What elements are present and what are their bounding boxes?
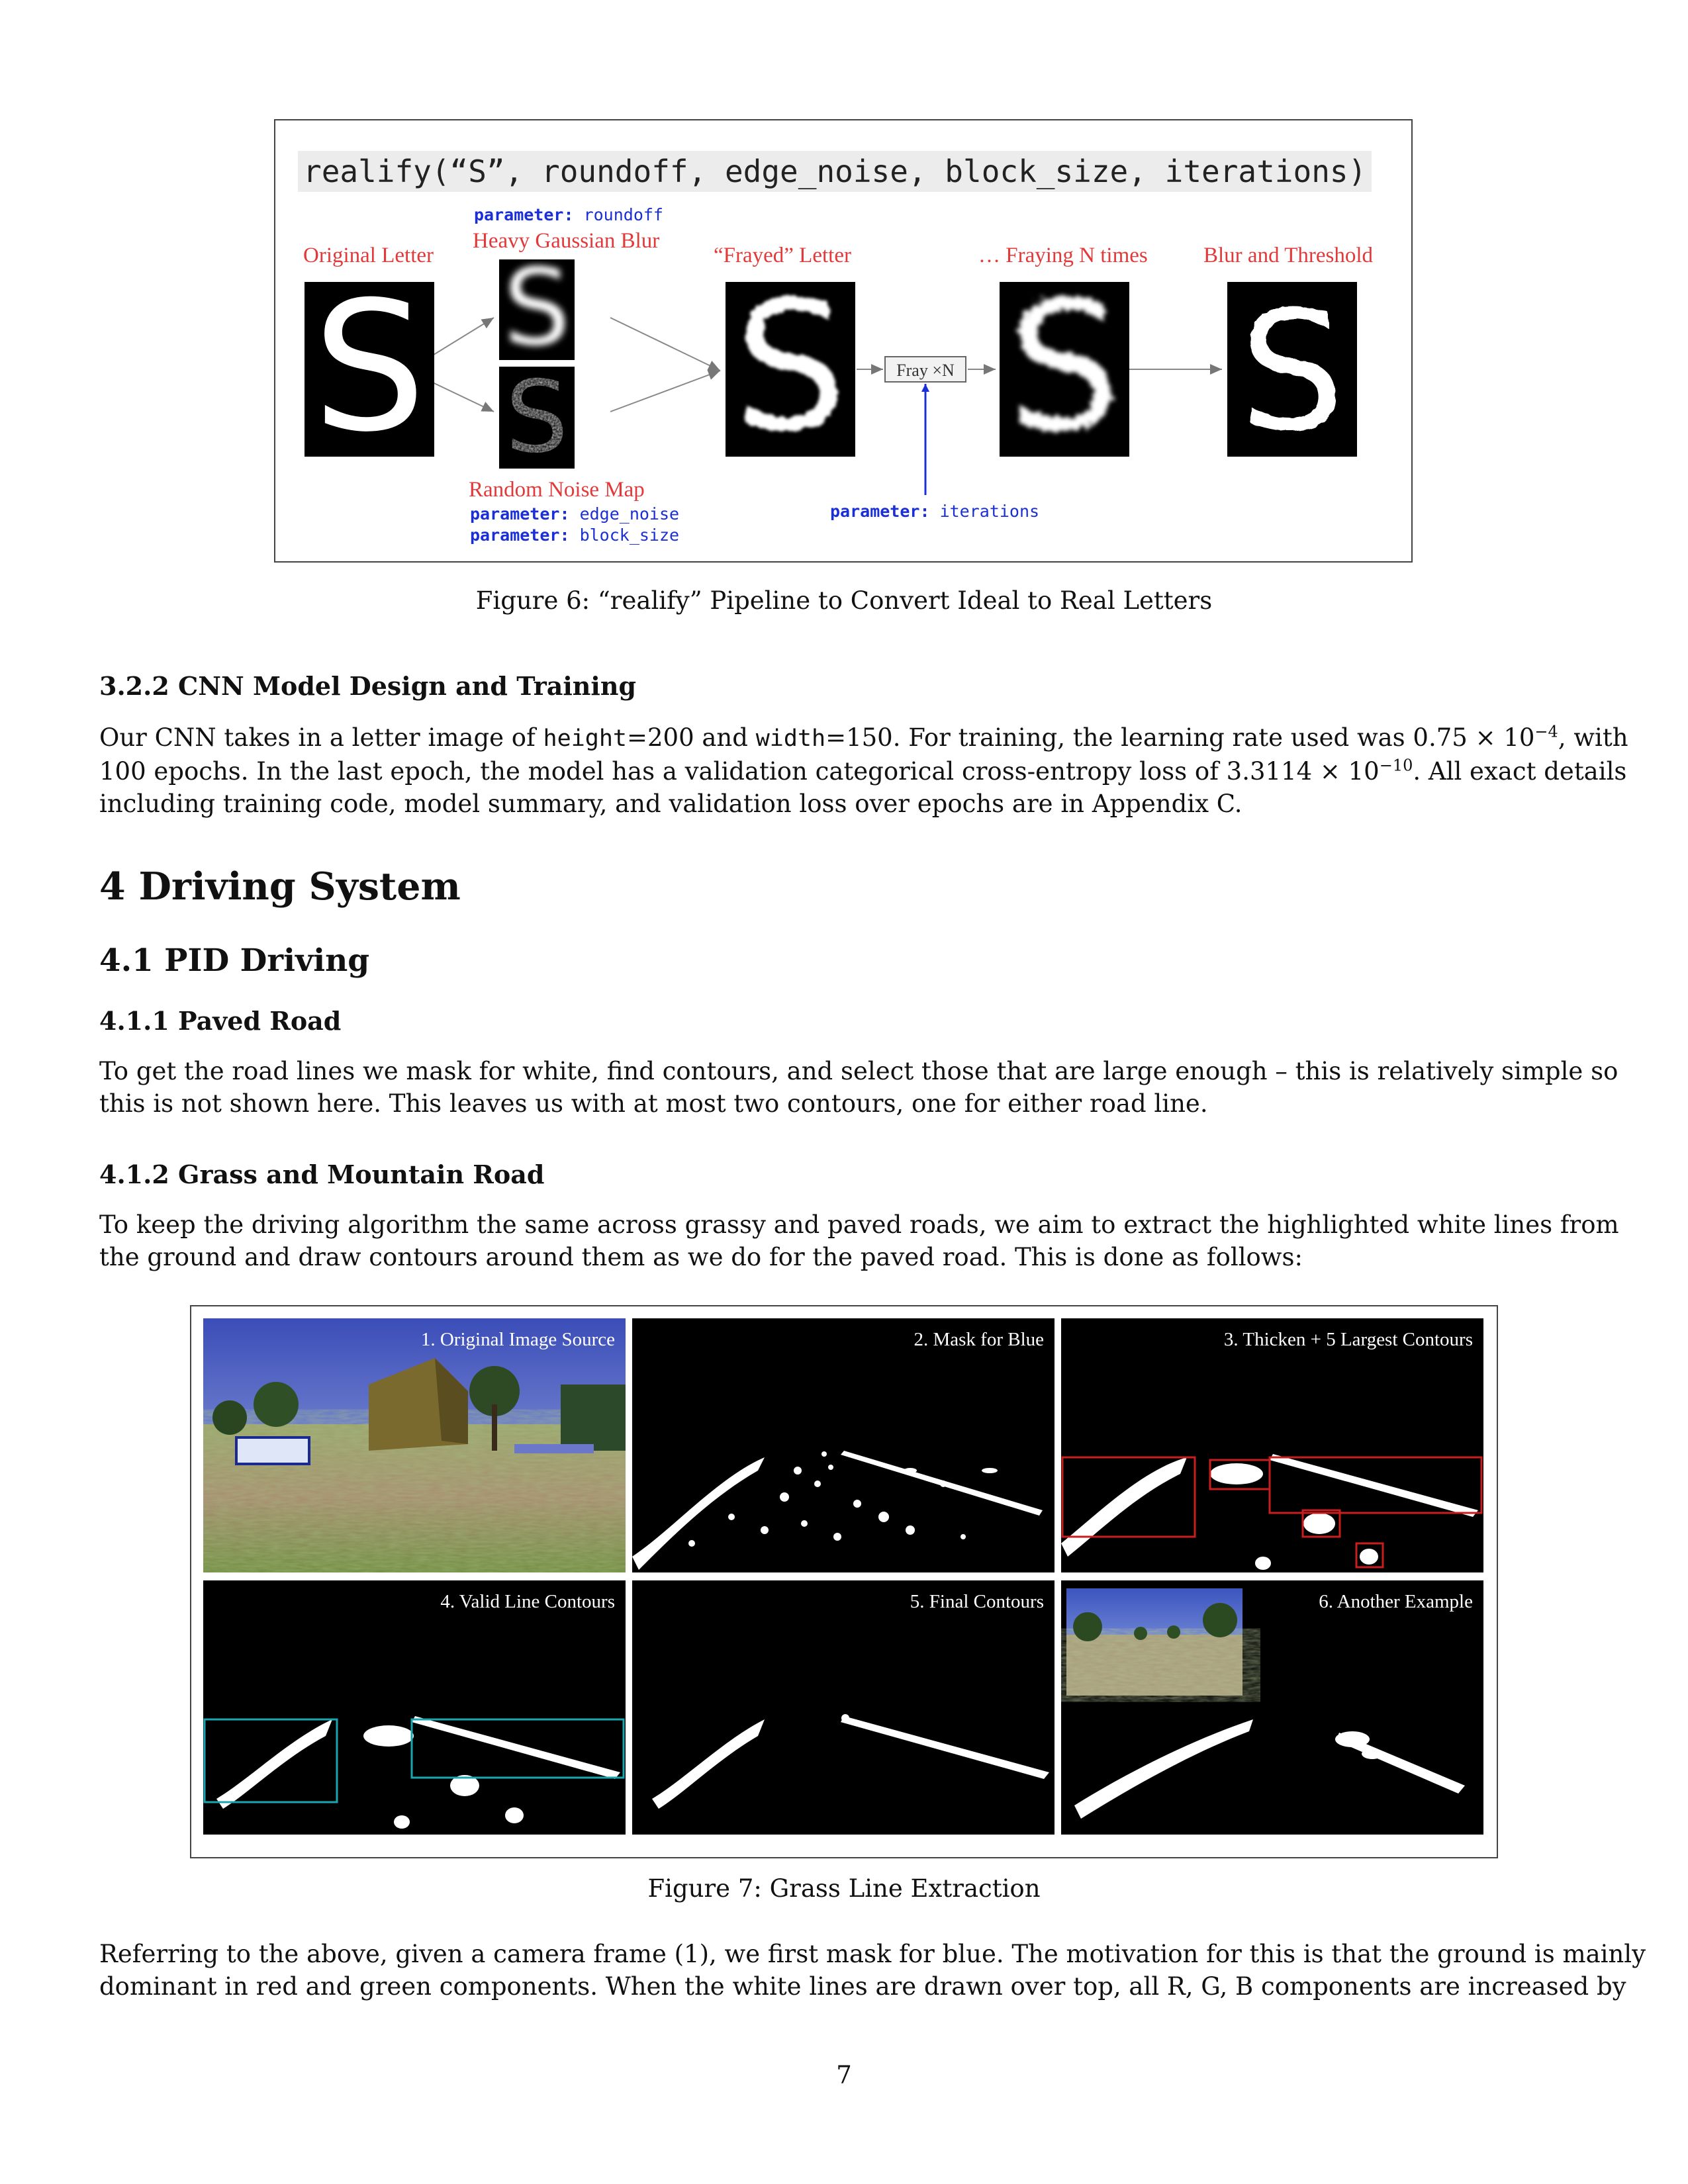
noise-map-image	[499, 367, 575, 469]
tile-label: 5. Final Contours	[910, 1591, 1044, 1612]
paragraph-line: Our CNN takes in a letter image of height=200 and width=150. For training, the learning rate used was $0.75 \times 10^{-4}$, with	[99, 722, 1628, 752]
label-blur-threshold: Blur and Threshold	[1203, 244, 1374, 267]
fray-times-n-box: Fray ×N	[884, 356, 966, 383]
paragraph-line: 100 epochs. In the last epoch, the model has a validation categorical cross-entropy loss of $3.3114 \times 10^{-10}$. All exact details	[99, 756, 1627, 786]
tile-original-image	[203, 1318, 626, 1572]
blurred-letter-image	[499, 259, 575, 360]
tile-label: 4. Valid Line Contours	[440, 1591, 615, 1612]
tile-final-contours	[632, 1580, 1055, 1835]
frayed-letter-image	[726, 282, 855, 457]
page-number: 7	[836, 2061, 852, 2089]
tile-mask-blue	[632, 1318, 1055, 1572]
figure-6-caption: Figure 6: “realify” Pipeline to Convert Ideal to Real Letters	[475, 586, 1213, 615]
paragraph-line: this is not shown here. This leaves us with at most two contours, one for either road line.	[99, 1089, 1208, 1118]
heading-3-2-2: 3.2.2 CNN Model Design and Training	[99, 671, 637, 701]
label-original-letter: Original Letter	[303, 244, 434, 267]
paragraph-line: the ground and draw contours around them as we do for the paved road. This is done as follows:	[99, 1243, 1303, 1271]
letter-s-blurred: S	[503, 259, 571, 360]
paragraph-line: To get the road lines we mask for white, find contours, and select those that are large enough – this is relatively simple so	[99, 1057, 1618, 1085]
figure-7	[190, 1305, 1498, 1858]
letter-s-threshold: S	[1239, 282, 1345, 457]
figure-6	[274, 119, 1413, 563]
letter-s-frayed-n: S	[1008, 282, 1121, 457]
tile-valid-contours	[203, 1580, 626, 1835]
heading-4-1: 4.1 PID Driving	[99, 942, 370, 979]
param-iterations: parameter: iterations	[830, 502, 1040, 521]
tile-another-example	[1061, 1580, 1483, 1835]
param-block-size: parameter: block_size	[470, 525, 680, 545]
paragraph-paved-road	[99, 1055, 1618, 1120]
paragraph-cnn-design	[99, 721, 1628, 820]
paragraph-line: To keep the driving algorithm the same across grassy and paved roads, we aim to extract the highlighted white lines from	[99, 1210, 1619, 1239]
tile-label: 1. Original Image Source	[420, 1329, 615, 1350]
paragraph-closing	[99, 1938, 1646, 2003]
label-frayed-letter: “Frayed” Letter	[714, 244, 851, 267]
heading-4-1-2: 4.1.2 Grass and Mountain Road	[99, 1160, 545, 1189]
paragraph-line: Referring to the above, given a camera frame (1), we first mask for blue. The motivation for this is that the ground is mainly	[99, 1940, 1646, 1968]
label-random-noise: Random Noise Map	[469, 478, 645, 502]
figure-7-caption: Figure 7: Grass Line Extraction	[647, 1874, 1041, 1903]
paragraph-line: including training code, model summary, and validation loss over epochs are in Appendix C.	[99, 790, 1243, 818]
paragraph-line: dominant in red and green components. When the white lines are drawn over top, all R, G, B components are increased by	[99, 1972, 1626, 2001]
heading-4-1-1: 4.1.1 Paved Road	[99, 1006, 342, 1036]
frayed-n-times-image	[1000, 282, 1129, 457]
tile-label: 3. Thicken + 5 Largest Contours	[1223, 1329, 1473, 1350]
threshold-letter-image	[1227, 282, 1357, 457]
param-edge-noise: parameter: edge_noise	[470, 504, 680, 523]
original-letter-image	[305, 282, 434, 457]
tile-label: 6. Another Example	[1319, 1591, 1473, 1612]
letter-s-frayed: S	[733, 282, 847, 457]
letter-s: S	[312, 282, 426, 457]
tile-label: 2. Mask for Blue	[914, 1329, 1044, 1350]
realify-code-signature: realify(“S”, roundoff, edge_noise, block_size, iterations)	[298, 151, 1372, 192]
heading-4: 4 Driving System	[99, 864, 461, 909]
tile-thicken-contours	[1061, 1318, 1483, 1572]
inset-photo	[1066, 1588, 1243, 1696]
param-roundoff: parameter: roundoff	[474, 205, 663, 224]
label-fraying-n-times: … Fraying N times	[978, 244, 1148, 267]
label-heavy-blur: Heavy Gaussian Blur	[473, 229, 660, 253]
paragraph-grass-road	[99, 1208, 1619, 1273]
